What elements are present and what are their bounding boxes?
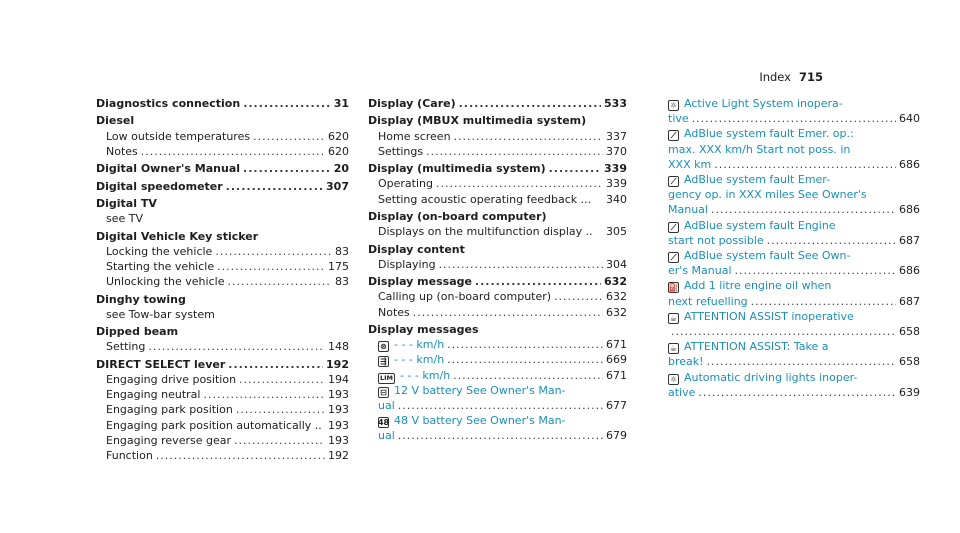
entry-label: Display (MBUX multimedia system): [368, 114, 587, 128]
dot-leader: [148, 339, 325, 354]
page-ref[interactable]: 640: [899, 112, 920, 126]
entry-label: Setting acoustic operating feedback ...: [378, 192, 592, 206]
index-entry: [368, 144, 627, 159]
entry-text: [96, 357, 225, 372]
index-entry: [368, 129, 627, 144]
dot-leader: [549, 161, 601, 176]
dot-leader: [398, 428, 603, 443]
entry-text: [378, 383, 566, 398]
page-ref[interactable]: 533: [604, 97, 627, 110]
index-entry: [368, 398, 627, 413]
dot-leader: [413, 305, 603, 320]
entry-label: Function: [106, 448, 153, 462]
dot-leader: [243, 96, 330, 111]
index-heading: [96, 196, 349, 211]
entry-text: [106, 244, 212, 259]
index-heading: [96, 229, 349, 244]
dot-leader: [234, 433, 325, 448]
dot-leader: [228, 357, 323, 372]
entry-label: - - - km/h: [394, 353, 445, 367]
page-ref[interactable]: 337: [606, 129, 627, 143]
dot-leader: [698, 385, 896, 400]
battery-48v-icon: 48: [377, 418, 390, 428]
entry-label: Notes: [106, 144, 138, 158]
dot-leader: [436, 176, 603, 191]
entry-text: [368, 209, 547, 224]
entry-text: [668, 96, 843, 111]
adblue-icon: ⟋: [668, 252, 679, 263]
dot-leader: [426, 144, 603, 159]
entry-text: [378, 352, 444, 367]
page-ref[interactable]: 31: [333, 97, 349, 110]
entry-text: [668, 157, 711, 172]
entry-label: Display (Care): [368, 97, 456, 110]
page-ref[interactable]: 305: [606, 225, 627, 239]
page-ref[interactable]: 669: [606, 353, 627, 367]
index-column-1: [96, 96, 349, 463]
index-entry: [668, 370, 920, 385]
battery-icon: ⊟: [378, 387, 389, 398]
dot-leader: [203, 387, 325, 402]
entry-text: [96, 196, 157, 211]
page-ref[interactable]: 83: [335, 244, 349, 258]
entry-text: [378, 428, 395, 443]
page-ref[interactable]: 193: [328, 433, 349, 447]
entry-text: [668, 339, 829, 354]
entry-label: AdBlue system fault Emer-: [684, 173, 831, 187]
page-ref[interactable]: 339: [604, 162, 627, 176]
page-ref[interactable]: 194: [328, 372, 349, 386]
entry-label: 48 V battery See Owner's Man-: [394, 414, 566, 428]
entry-label: AdBlue system fault Engine: [684, 218, 836, 232]
entry-label: max. XXX km/h Start not poss. in: [668, 142, 851, 156]
entry-label: ative: [668, 385, 696, 399]
active-light-icon: ☼: [669, 101, 678, 110]
page-ref[interactable]: 148: [328, 340, 349, 354]
entry-label: ual: [378, 398, 395, 412]
page-ref[interactable]: 687: [899, 233, 920, 247]
entry-text: [106, 129, 250, 144]
entry-label: Calling up (on-board computer): [378, 290, 552, 304]
index-entry: [368, 352, 627, 367]
adblue-icon: ⟋: [668, 222, 679, 233]
index-entry: [668, 126, 920, 141]
entry-text: [106, 259, 214, 274]
entry-label: Active Light System inopera-: [684, 97, 843, 110]
entry-label: Display content: [368, 242, 465, 256]
dot-leader: [475, 274, 601, 289]
entry-text: [668, 385, 695, 400]
entry-label: Locking the vehicle: [106, 244, 213, 258]
entry-label: AdBlue system fault Emer. op.:: [684, 127, 854, 141]
page-ref[interactable]: 686: [899, 264, 920, 278]
entry-text: [668, 111, 689, 126]
index-heading: [96, 179, 349, 194]
index-entry: [368, 289, 627, 304]
entry-text: [378, 413, 566, 428]
page-ref[interactable]: 679: [606, 429, 627, 443]
entry-text: [668, 354, 704, 369]
entry-text: [668, 218, 836, 233]
entry-label: Engaging reverse gear: [106, 433, 231, 447]
page-ref[interactable]: 192: [326, 357, 349, 371]
entry-label: Digital Vehicle Key sticker: [96, 229, 259, 243]
dot-leader: [253, 129, 325, 144]
index-entry: [668, 172, 920, 187]
dot-leader: [447, 352, 603, 367]
index-entry: [96, 433, 349, 448]
page-ref[interactable]: 20: [333, 162, 349, 176]
dot-leader: [459, 96, 601, 111]
index-entry: [668, 111, 920, 126]
page-ref[interactable]: 304: [606, 257, 627, 271]
index-entry: [368, 257, 627, 272]
index-heading: [96, 324, 349, 339]
dot-leader: [156, 448, 325, 463]
dot-leader: [554, 289, 603, 304]
index-entry: [96, 448, 349, 463]
entry-text: [106, 372, 236, 387]
attention-assist-icon: ☕: [669, 344, 678, 354]
entry-text: [96, 179, 223, 194]
index-heading: [368, 113, 627, 128]
entry-label: see Tow-bar system: [106, 307, 215, 321]
entry-label: Add 1 litre engine oil when: [684, 279, 832, 293]
page-ref[interactable]: 632: [604, 275, 627, 289]
dot-leader: [671, 324, 896, 339]
entry-text: [368, 242, 465, 257]
index-entry: [368, 383, 627, 398]
page-ref[interactable]: 639: [899, 385, 920, 399]
entry-label: Dinghy towing: [96, 292, 186, 306]
entry-text: [668, 294, 748, 309]
entry-text: [668, 248, 850, 263]
page-ref[interactable]: 677: [606, 398, 627, 412]
entry-text: [668, 142, 850, 157]
page-ref[interactable]: 193: [328, 418, 349, 432]
index-entry: [96, 339, 349, 354]
dot-leader: [398, 398, 603, 413]
index-entry: [96, 144, 349, 159]
entry-text: [368, 96, 456, 111]
index-entry: [668, 385, 920, 400]
entry-text: [96, 113, 134, 128]
page-ref[interactable]: 620: [328, 144, 349, 158]
page-ref[interactable]: 307: [326, 179, 349, 193]
index-heading: [368, 322, 627, 337]
entry-label: Display (multimedia system): [368, 162, 546, 176]
entry-text: [378, 305, 410, 320]
oil-can-icon: ⛽: [668, 283, 679, 293]
index-entry: [368, 428, 627, 443]
page-ref[interactable]: 339: [606, 177, 627, 191]
page-number: 715: [798, 70, 823, 84]
entry-text: [106, 339, 145, 354]
dot-leader: [735, 263, 896, 278]
entry-text: [106, 144, 138, 159]
dot-leader: [751, 294, 896, 309]
dot-leader: [217, 259, 325, 274]
dot-leader: [141, 144, 325, 159]
adblue-icon: ⟋: [668, 176, 679, 187]
entry-label: ATTENTION ASSIST inoperative: [684, 309, 854, 323]
entry-text: [106, 274, 224, 289]
entry-label: start not possible: [668, 233, 764, 247]
entry-text: [368, 322, 479, 337]
entry-label: Unlocking the vehicle: [106, 275, 225, 289]
index-entry: [668, 218, 920, 233]
index-entry: [96, 129, 349, 144]
page-ref[interactable]: 340: [606, 192, 627, 206]
page-ref[interactable]: 687: [899, 294, 920, 308]
entry-label: Digital TV: [96, 196, 157, 210]
entry-label: Digital speedometer: [96, 179, 223, 193]
entry-label: Display (on-board computer): [368, 209, 547, 223]
entry-text: [106, 448, 153, 463]
page-ref[interactable]: 686: [899, 203, 920, 217]
entry-label: Diagnostics connection: [96, 97, 241, 110]
cruise-control-icon: ⇶: [378, 356, 389, 367]
driving-lights-icon: ☼: [669, 374, 678, 384]
entry-label: Low outside temperatures: [106, 129, 251, 143]
index-heading: [96, 357, 349, 372]
page-ref[interactable]: 193: [328, 403, 349, 417]
dot-leader: [447, 337, 603, 352]
dot-leader: [226, 179, 323, 194]
entry-text: [668, 278, 831, 293]
entry-text: [96, 292, 186, 307]
index-entry: [668, 324, 920, 339]
entry-text: [668, 187, 867, 202]
entry-text: [378, 257, 436, 272]
page-ref[interactable]: 620: [328, 129, 349, 143]
index-entry: [96, 259, 349, 274]
dot-leader: [236, 402, 325, 417]
index-heading: [368, 209, 627, 224]
entry-label: gency op. in XXX miles See Owner's: [668, 188, 867, 202]
index-column-3: [668, 96, 920, 400]
dot-leader: [239, 372, 325, 387]
entry-text: [106, 211, 143, 226]
entry-label: Manual: [668, 203, 708, 217]
entry-text: [378, 398, 395, 413]
entry-label: - - - km/h: [394, 338, 445, 352]
entry-label: DIRECT SELECT lever: [96, 357, 226, 371]
index-entry: [668, 354, 920, 369]
index-entry: [368, 368, 627, 383]
entry-text: [668, 263, 732, 278]
page-ref[interactable]: 632: [606, 290, 627, 304]
index-heading: [96, 292, 349, 307]
entry-text: [96, 161, 240, 176]
entry-text: [378, 289, 551, 304]
index-entry: [368, 305, 627, 320]
entry-text: [378, 337, 444, 352]
entry-text: [106, 402, 233, 417]
index-entry: [96, 307, 349, 322]
entry-label: Digital Owner's Manual: [96, 162, 241, 176]
entry-label: Dipped beam: [96, 325, 179, 339]
index-entry: [668, 233, 920, 248]
entry-label: Settings: [378, 144, 424, 158]
speed-limit-icon: ⊗: [378, 341, 389, 352]
entry-label: next refuelling: [668, 294, 748, 308]
page-ref[interactable]: 686: [899, 157, 920, 171]
entry-text: [368, 113, 586, 128]
entry-text: [378, 224, 593, 239]
entry-label: ATTENTION ASSIST: Take a: [684, 340, 829, 354]
dot-leader: [711, 202, 896, 217]
dot-leader: [767, 233, 896, 248]
entry-label: Displays on the multifunction display ..: [378, 225, 593, 239]
entry-label: Starting the vehicle: [106, 259, 215, 273]
index-column-2: [368, 96, 627, 444]
index-entry: [96, 418, 349, 433]
index-heading: [368, 242, 627, 257]
dot-leader: [215, 244, 332, 259]
dot-leader: [714, 157, 896, 172]
index-entry: [368, 413, 627, 428]
index-entry: [96, 372, 349, 387]
entry-text: [668, 370, 857, 385]
index-heading: [96, 96, 349, 111]
page-ref[interactable]: 671: [606, 368, 627, 382]
index-entry: [368, 337, 627, 352]
entry-label: - - - km/h: [400, 368, 451, 382]
entry-label: Setting: [106, 340, 146, 354]
page-ref[interactable]: 193: [328, 388, 349, 402]
entry-label: Diesel: [96, 114, 135, 128]
entry-label: Displaying: [378, 257, 436, 271]
index-heading: [96, 113, 349, 128]
entry-label: Notes: [378, 305, 410, 319]
page-ref[interactable]: 175: [328, 259, 349, 273]
page-ref[interactable]: 370: [606, 144, 627, 158]
entry-text: [668, 202, 708, 217]
page-ref[interactable]: 658: [899, 355, 920, 369]
index-heading: [368, 96, 627, 111]
index-entry: [668, 309, 920, 324]
index-entry: [668, 278, 920, 293]
entry-text: [368, 161, 546, 176]
entry-label: Display messages: [368, 322, 479, 336]
entry-label: AdBlue system fault See Own-: [684, 249, 851, 263]
entry-text: [378, 368, 450, 383]
entry-text: [96, 96, 240, 111]
entry-text: [378, 129, 451, 144]
dot-leader: [707, 354, 896, 369]
limiter-icon: LIM: [379, 373, 394, 382]
entry-label: tive: [668, 112, 689, 126]
entry-text: [368, 274, 472, 289]
index-entry: [96, 211, 349, 226]
dot-leader: [454, 129, 603, 144]
entry-text: [106, 418, 322, 433]
page-header: [759, 70, 823, 84]
index-entry: [96, 274, 349, 289]
index-entry: [368, 192, 627, 207]
entry-text: [378, 176, 433, 191]
index-entry: [668, 339, 920, 354]
dot-leader: [227, 274, 332, 289]
entry-label: XXX km: [668, 157, 712, 171]
entry-text: [96, 229, 258, 244]
page-ref[interactable]: 192: [328, 448, 349, 462]
dot-leader: [453, 368, 603, 383]
entry-text: [668, 309, 854, 324]
entry-text: [378, 144, 423, 159]
entry-text: [96, 324, 178, 339]
index-heading: [368, 274, 627, 289]
entry-label: Engaging park position: [106, 403, 233, 417]
index-entry: [668, 142, 920, 157]
adblue-icon: ⟋: [668, 130, 679, 141]
entry-label: Operating: [378, 177, 433, 191]
dot-leader: [692, 111, 896, 126]
index-entry: [668, 294, 920, 309]
entry-label: er's Manual: [668, 264, 732, 278]
entry-text: [668, 172, 830, 187]
page-ref[interactable]: 83: [335, 275, 349, 289]
entry-text: [378, 192, 591, 207]
index-entry: [668, 263, 920, 278]
index-entry: [668, 187, 920, 202]
entry-text: [106, 387, 200, 402]
entry-label: see TV: [106, 212, 144, 226]
entry-text: [106, 307, 215, 322]
entry-text: [106, 433, 231, 448]
entry-label: ual: [378, 429, 395, 443]
entry-label: 12 V battery See Owner's Man-: [394, 383, 566, 397]
section-label: Index: [759, 70, 791, 84]
index-heading: [96, 161, 349, 176]
entry-label: Automatic driving lights inoper-: [684, 370, 858, 384]
index-heading: [368, 161, 627, 176]
index-entry: [96, 244, 349, 259]
entry-label: Engaging neutral: [106, 388, 201, 402]
dot-leader: [439, 257, 603, 272]
entry-label: Engaging park position automatically ..: [106, 418, 322, 432]
index-entry: [668, 96, 920, 111]
entry-label: Engaging drive position: [106, 372, 237, 386]
entry-text: [668, 126, 854, 141]
entry-label: break!: [668, 355, 704, 369]
index-entry: [96, 402, 349, 417]
entry-label: Home screen: [378, 129, 451, 143]
index-entry: [668, 202, 920, 217]
dot-leader: [243, 161, 331, 176]
page-ref[interactable]: 658: [899, 325, 920, 339]
index-entry: [668, 248, 920, 263]
entry-text: [668, 233, 764, 248]
page-ref[interactable]: 632: [606, 305, 627, 319]
attention-assist-icon: ☕: [669, 313, 678, 323]
index-entry: [668, 157, 920, 172]
index-entry: [96, 387, 349, 402]
index-entry: [368, 176, 627, 191]
entry-label: Display message: [368, 275, 472, 289]
page-ref[interactable]: 671: [606, 338, 627, 352]
index-entry: [368, 224, 627, 239]
